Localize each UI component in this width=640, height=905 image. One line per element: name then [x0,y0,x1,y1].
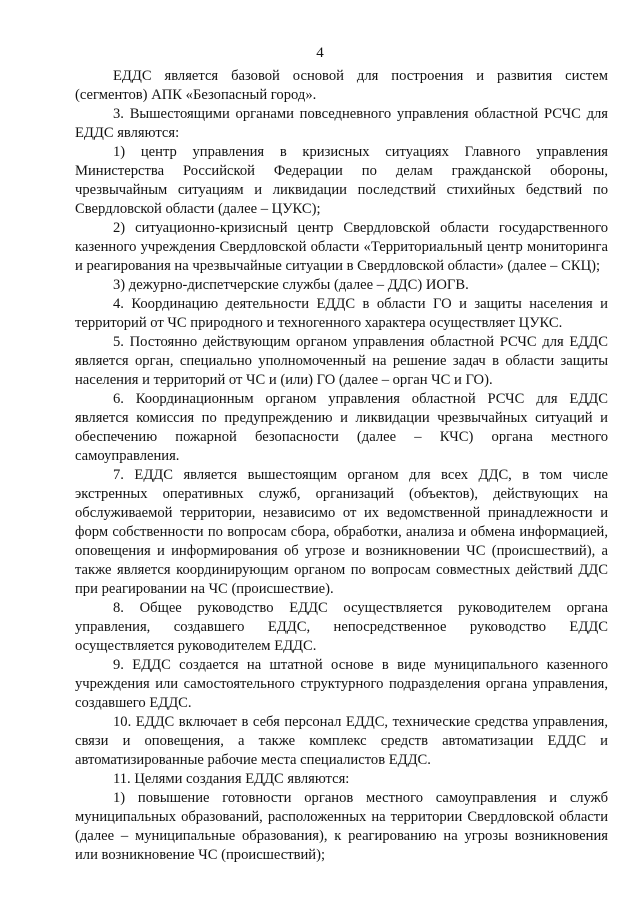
paragraph: 3. Вышестоящими органами повседневного управления областной РСЧС для ЕДДС являются: [75,106,608,141]
paragraph: 11. Целями создания ЕДДС являются: [113,771,350,787]
paragraph: 1) центр управления в кризисных ситуациях Главного управления Министерства Российской Федерации по делам гражданской обороны, чрезвычайным ситуациям и ликвидации последствий стихийных бедствий по Свердловской области (далее – ЦУКС); [75,144,608,217]
paragraph: 6. Координационным органом управления областной РСЧС для ЕДДС является комиссия по предупреждению и ликвидации чрезвычайных ситуаций и обеспечению пожарной безопасности (далее – КЧС) органа местного самоуправления. [75,391,608,464]
paragraph: 1) повышение готовности органов местного самоуправления и служб муниципальных образований, расположенных на территории Свердловской области (далее – муниципальные образования), к реагированию на угрозы возникновения или возникновение ЧС (происшествий); [75,790,608,863]
paragraph: 8. Общее руководство ЕДДС осуществляется руководителем органа управления, создавшего ЕДДС, непосредственное руководство ЕДДС осуществляется руководителем ЕДДС. [75,600,608,654]
paragraph: ЕДДС является базовой основой для построения и развития систем (сегментов) АПК «Безопасный город». [75,68,608,103]
paragraph: 2) ситуационно-кризисный центр Свердловской области государственного казенного учреждения Свердловской области «Территориальный центр мониторинга и реагирования на чрезвычайные ситуации в Свердловской области» (далее – СКЦ); [75,220,608,274]
document-body [75,67,608,865]
paragraph: 3) дежурно-диспетчерские службы (далее – ДДС) ИОГВ. [113,277,469,293]
paragraph: 10. ЕДДС включает в себя персонал ЕДДС, технические средства управления, связи и оповещения, а также комплекс средств автоматизации ЕДДС и автоматизированные рабочие места специалистов ЕДДС. [75,714,608,768]
paragraph: 9. ЕДДС создается на штатной основе в виде муниципального казенного учреждения или самостоятельного структурного подразделения органа управления, создавшего ЕДДС. [75,657,608,711]
paragraph: 5. Постоянно действующим органом управления областной РСЧС для ЕДДС является орган, специально уполномоченный на решение задач в области защиты населения и территорий от ЧС и (или) ГО (далее – орган ЧС и ГО). [75,334,608,388]
paragraph: 7. ЕДДС является вышестоящим органом для всех ДДС, в том числе экстренных оперативных служб, организаций (объектов), действующих на обслуживаемой территории, независимо от их ведомственной принадлежности и форм собственности по вопросам сбора, обработки, анализа и обмена информацией, оповещения и информирования об угрозе и возникновении ЧС (происшествий), а также является координирующим органом по вопросам совместных действий ДДС при реагировании на ЧС (происшествие). [75,467,608,597]
page-number: 4 [316,45,324,61]
paragraph: 4. Координацию деятельности ЕДДС в области ГО и защиты населения и территорий от ЧС природного и техногенного характера осуществляет ЦУКС. [75,296,608,331]
